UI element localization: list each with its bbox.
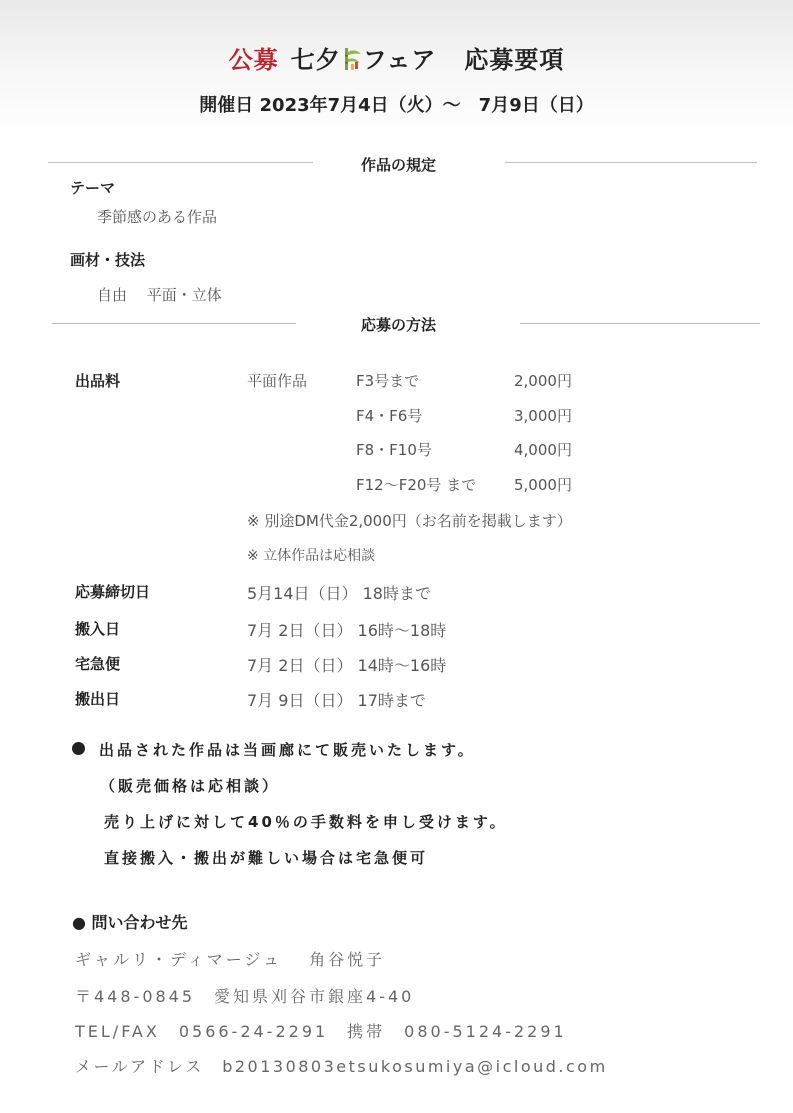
sales-notice [72,739,476,760]
contact-title: ● 問い合わせ先 [72,913,188,932]
dm-fee-note: ※ 別途DM代金2,000円（お名前を掲載します） [247,512,572,530]
bullet-icon [72,742,85,755]
address: 〒448-0845 愛知県刈谷市銀座4-40 [75,987,415,1006]
schedule-value: 7月 9日（日） 17時まで [247,691,426,710]
event-dates: 開催日 2023年7月4日（火）～ 7月9日（日） [199,95,594,116]
fee-size: F3号まで [356,372,420,390]
schedule-label: 応募締切日 [75,583,151,601]
fee-size: F12～F20号 まで [356,476,477,494]
title-main-1: 七夕 [290,46,341,74]
theme-label: テーマ [70,179,116,197]
title-suffix: 応募要項 [464,46,565,74]
3d-work-note: ※ 立体作品は応相談 [247,548,376,564]
schedule-value: 5月14日（日） 18時まで [247,584,431,603]
divider [48,162,313,163]
fee-price: 5,000円 [514,476,572,494]
fee-label: 出品料 [75,372,121,390]
schedule-label: 宅急便 [75,655,121,673]
notice-line-4: 直接搬入・搬出が難しい場合は宅急便可 [104,849,429,867]
fee-price: 2,000円 [514,372,572,390]
fee-price: 3,000円 [514,407,572,425]
fee-category: 平面作品 [247,372,308,390]
title-main-2: フェア [362,46,437,74]
notice-line-2: （販売価格は応相談） [100,777,281,795]
notice-line-1: 出品された作品は当画廊にて販売いたします。 [99,741,476,759]
schedule-label: 搬入日 [75,620,121,638]
page-title [0,40,793,75]
bamboo-icon [341,46,363,72]
divider [520,323,760,324]
fee-price: 4,000円 [514,441,572,459]
section-title-rules: 作品の規定 [361,156,437,174]
title-prefix: 公募 [228,46,279,74]
schedule-value: 7月 2日（日） 16時～18時 [247,621,447,640]
notice-line-3: 売り上げに対して40％の手数料を申し受けます。 [104,813,508,831]
fee-size: F8・F10号 [356,441,432,459]
material-label: 画材・技法 [70,251,146,269]
fee-size: F4・F6号 [356,407,423,425]
schedule-value: 7月 2日（日） 14時～16時 [247,656,447,675]
email-address: メールアドレス b20130803etsukosumiya@icloud.com [75,1057,608,1076]
schedule-label: 搬出日 [75,690,121,708]
gallery-name: ギャルリ・ディマージュ 角谷悦子 [75,950,386,969]
section-title-method: 応募の方法 [361,316,437,334]
theme-value: 季節感のある作品 [97,208,218,226]
divider [52,323,296,324]
material-value: 自由 平面・立体 [97,286,222,304]
phone-numbers: TEL/FAX 0566-24-2291 携帯 080-5124-2291 [75,1022,567,1041]
divider [505,162,757,163]
